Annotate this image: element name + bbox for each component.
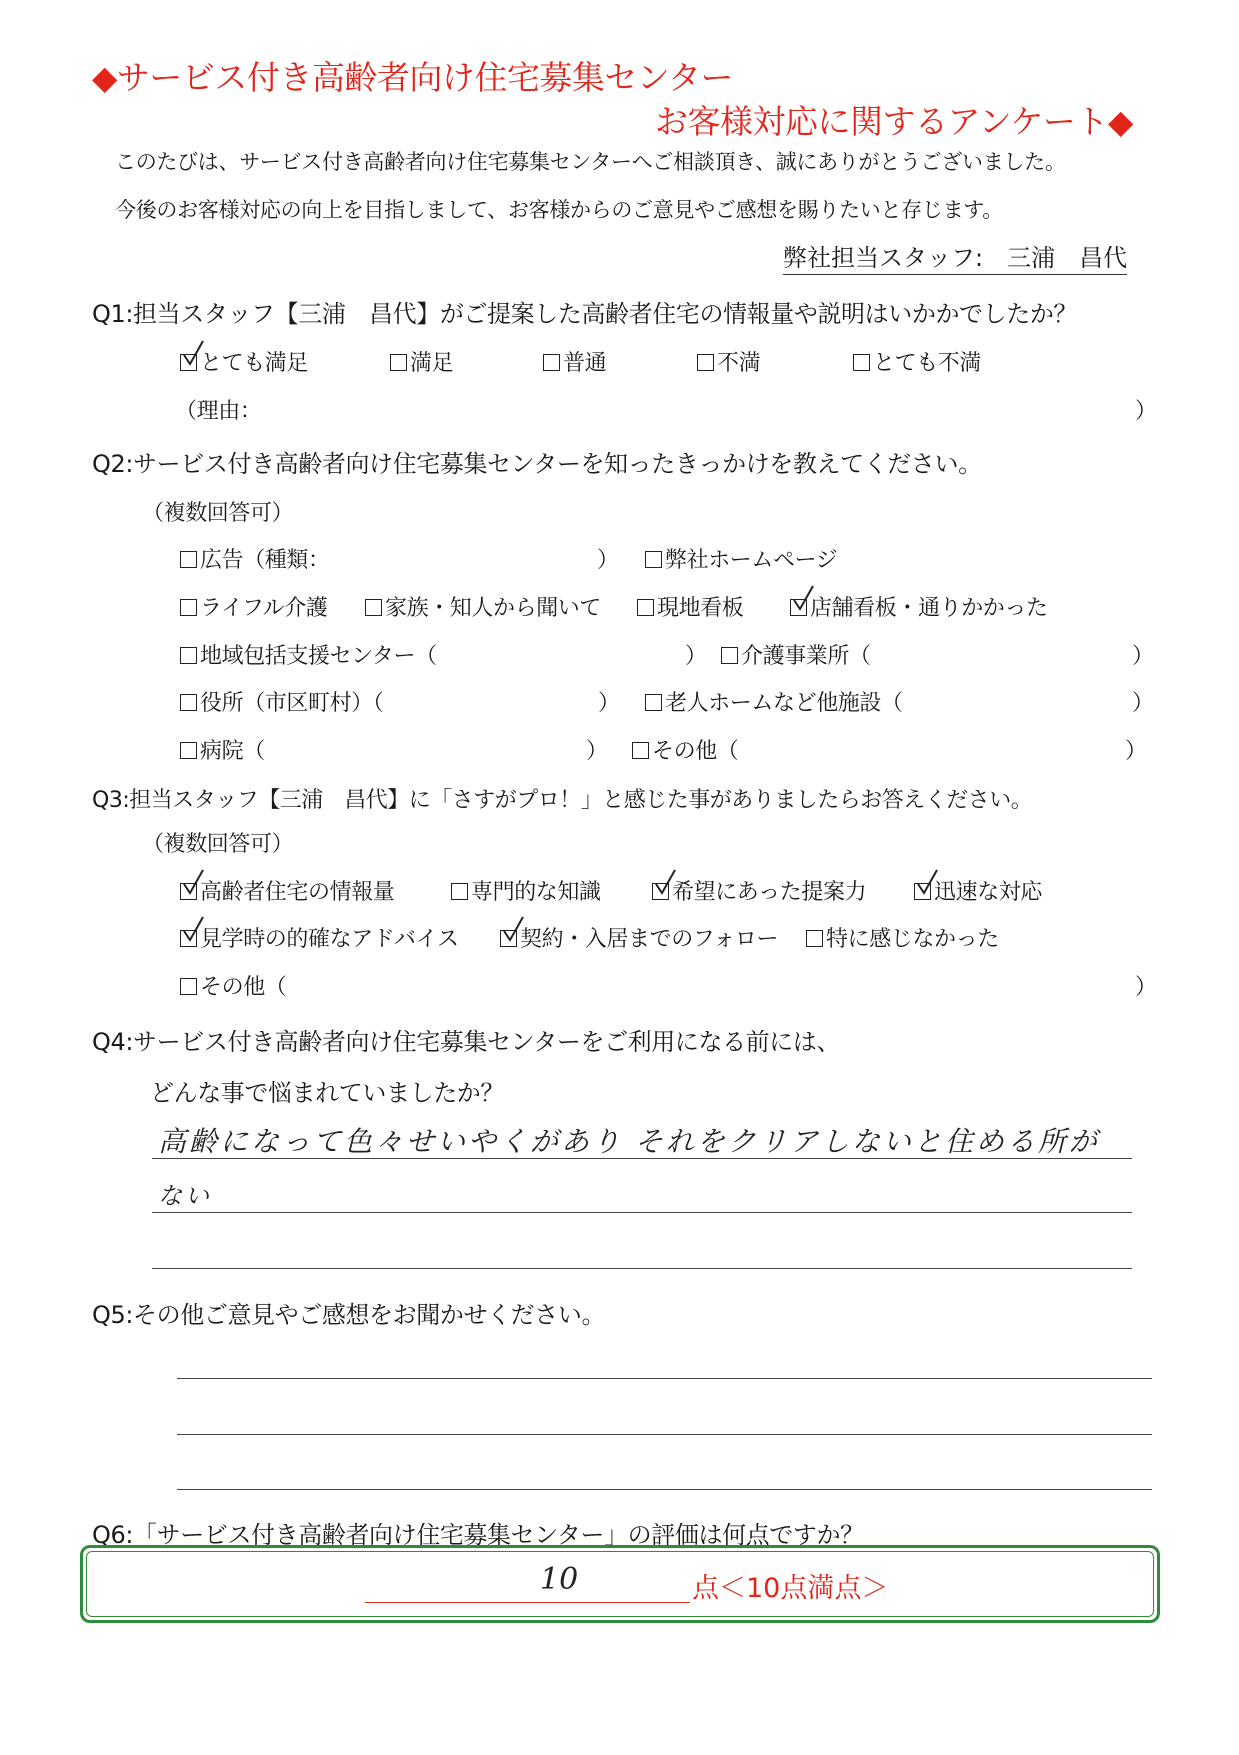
answer-line — [152, 1212, 1132, 1213]
checkbox[interactable] — [180, 742, 197, 759]
q2-option-lifull[interactable] — [180, 591, 327, 622]
check-mark-icon — [917, 869, 939, 895]
option-label: 迅速な対応 — [934, 880, 1043, 905]
option-label: 専門的な知識 — [471, 880, 601, 905]
option-label: とても不満 — [873, 351, 982, 376]
q4-handwritten-answer-2: ない — [158, 1182, 212, 1210]
score-suffix: 点＜10点満点＞ — [692, 1573, 889, 1604]
check-mark-icon — [793, 585, 815, 611]
option-label: 見学時の的確なアドバイス — [200, 927, 459, 952]
checkbox[interactable] — [543, 354, 560, 371]
intro-text-1: このたびは、サービス付き高齢者向け住宅募集センターへご相談頂き、誠にありがとうございました。 — [115, 150, 1066, 174]
checkbox[interactable] — [637, 599, 654, 616]
q2-care-close: ） — [1132, 644, 1155, 669]
answer-line — [152, 1268, 1132, 1269]
check-mark-icon — [503, 916, 525, 942]
option-label: その他（ — [652, 739, 739, 764]
q2-option-care-office[interactable] — [721, 639, 871, 670]
score-value[interactable]: 10 — [540, 1562, 579, 1597]
q1-reason-close: ） — [1135, 399, 1158, 424]
check-mark-icon — [183, 916, 205, 942]
answer-line — [177, 1434, 1152, 1435]
q3-option-proposal[interactable] — [652, 875, 866, 906]
option-label: 満足 — [410, 351, 454, 376]
q3-option-other[interactable] — [180, 970, 286, 1001]
option-label: 店舗看板・通りかかった — [810, 596, 1048, 621]
option-label: 地域包括支援センター（ — [200, 644, 437, 669]
checkbox[interactable] — [806, 930, 823, 947]
q1-option-dissatisfied[interactable] — [697, 346, 760, 377]
option-label: 広告（種類： — [200, 548, 330, 573]
checkbox-checked[interactable] — [790, 599, 807, 616]
option-label: 不満 — [717, 351, 761, 376]
option-label: 役所（市区町村）（ — [200, 691, 384, 716]
checkbox[interactable] — [645, 551, 662, 568]
checkbox-checked[interactable] — [180, 930, 197, 947]
q2-community-close: ） — [685, 644, 708, 669]
option-label: 高齢者住宅の情報量 — [200, 880, 395, 905]
q1-option-satisfied[interactable] — [390, 346, 453, 377]
q4-handwritten-answer-1: 高齢になって色々せいやくがあり それをクリアしないと住める所が — [158, 1125, 1100, 1158]
survey-title-line2: お客様対応に関するアンケート◆ — [655, 102, 1133, 141]
checkbox[interactable] — [632, 742, 649, 759]
q2-option-ad[interactable] — [180, 543, 330, 574]
option-label: 現地看板 — [657, 596, 744, 621]
q3-option-follow-up[interactable] — [500, 922, 778, 953]
q2-facility-close: ） — [1132, 691, 1155, 716]
q3-multi-note: （複数回答可） — [142, 832, 294, 857]
checkbox[interactable] — [180, 551, 197, 568]
option-label: 希望にあった提案力 — [672, 880, 867, 905]
q3-other-close: ） — [1135, 975, 1158, 1000]
q2-option-community-center[interactable] — [180, 639, 437, 670]
score-box-inner — [86, 1551, 1154, 1617]
option-label: その他（ — [200, 975, 287, 1000]
checkbox-checked[interactable] — [914, 883, 931, 900]
checkbox[interactable] — [365, 599, 382, 616]
option-label: 特に感じなかった — [826, 927, 999, 952]
option-label: 普通 — [563, 351, 607, 376]
q2-hospital-close: ） — [586, 739, 609, 764]
q2-other-close: ） — [1125, 739, 1148, 764]
q3-option-expertise[interactable] — [451, 875, 601, 906]
q1-reason-label: （理由： — [175, 399, 262, 424]
survey-title-line1: ◆サービス付き高齢者向け住宅募集センター — [92, 58, 734, 97]
checkbox[interactable] — [721, 647, 738, 664]
checkbox[interactable] — [451, 883, 468, 900]
checkbox[interactable] — [390, 354, 407, 371]
option-label: 介護事業所（ — [741, 644, 871, 669]
q2-ad-close: ） — [597, 548, 620, 573]
q3-option-tour-advice[interactable] — [180, 922, 459, 953]
q3-question: Q3:担当スタッフ【三浦 昌代】に「さすがプロ！」と感じた事がありましたらお答えください。 — [92, 788, 1033, 813]
q2-city-close: ） — [598, 691, 621, 716]
option-label: 契約・入居までのフォロー — [520, 927, 779, 952]
q2-option-homepage[interactable] — [645, 543, 837, 574]
q2-option-other[interactable] — [632, 734, 738, 765]
q3-option-info-volume[interactable] — [180, 875, 394, 906]
score-underline — [365, 1602, 690, 1603]
q2-question: Q2:サービス付き高齢者向け住宅募集センターを知ったきっかけを教えてください。 — [92, 450, 982, 478]
q2-option-city-office[interactable] — [180, 686, 383, 717]
answer-line — [152, 1158, 1132, 1159]
option-label: ライフル介護 — [200, 596, 328, 621]
option-label: 弊社ホームページ — [665, 548, 838, 573]
answer-line — [177, 1489, 1152, 1490]
q1-option-very-dissatisfied[interactable] — [853, 346, 981, 377]
check-mark-icon — [655, 869, 677, 895]
intro-text-2: 今後のお客様対応の向上を目指しまして、お客様からのご意見やご感想を賜りたいと存じます。 — [115, 198, 1003, 222]
checkbox[interactable] — [180, 647, 197, 664]
checkbox[interactable] — [697, 354, 714, 371]
option-label: 老人ホームなど他施設（ — [665, 691, 903, 716]
q4-question-line1: Q4:サービス付き高齢者向け住宅募集センターをご利用になる前には、 — [92, 1028, 841, 1056]
checkbox[interactable] — [180, 694, 197, 711]
option-label: 家族・知人から聞いて — [385, 596, 602, 621]
checkbox[interactable] — [180, 978, 197, 995]
q2-option-other-facility[interactable] — [645, 686, 903, 717]
option-label: とても満足 — [200, 351, 309, 376]
q4-question-line2: どんな事で悩まれていましたか？ — [150, 1079, 504, 1107]
q3-option-quick-response[interactable] — [914, 875, 1042, 906]
option-label: 病院（ — [200, 739, 265, 764]
answer-line — [177, 1378, 1152, 1379]
check-mark-icon — [183, 869, 205, 895]
checkbox-checked[interactable] — [652, 883, 669, 900]
checkbox[interactable] — [853, 354, 870, 371]
checkbox-checked[interactable] — [180, 354, 197, 371]
q6-question: Q6:「サービス付き高齢者向け住宅募集センター」の評価は何点ですか？ — [92, 1521, 864, 1549]
checkbox-checked[interactable] — [180, 883, 197, 900]
checkbox[interactable] — [180, 599, 197, 616]
q3-option-nothing[interactable] — [806, 922, 999, 953]
checkbox-checked[interactable] — [500, 930, 517, 947]
q2-option-store-sign[interactable] — [790, 591, 1048, 622]
q1-option-normal[interactable] — [543, 346, 606, 377]
q2-multi-note: （複数回答可） — [142, 501, 294, 526]
q1-option-very-satisfied[interactable] — [180, 346, 308, 377]
q5-question: Q5:その他ご意見やご感想をお聞かせください。 — [92, 1301, 606, 1329]
check-mark-icon — [183, 340, 205, 366]
q2-option-signboard[interactable] — [637, 591, 743, 622]
staff-name: 弊社担当スタッフ: 三浦 昌代 — [783, 238, 1127, 275]
checkbox[interactable] — [645, 694, 662, 711]
q2-option-hospital[interactable] — [180, 734, 265, 765]
q1-question: Q1:担当スタッフ【三浦 昌代】がご提案した高齢者住宅の情報量や説明はいかかでしたか？ — [92, 300, 1078, 328]
q2-option-family[interactable] — [365, 591, 601, 622]
